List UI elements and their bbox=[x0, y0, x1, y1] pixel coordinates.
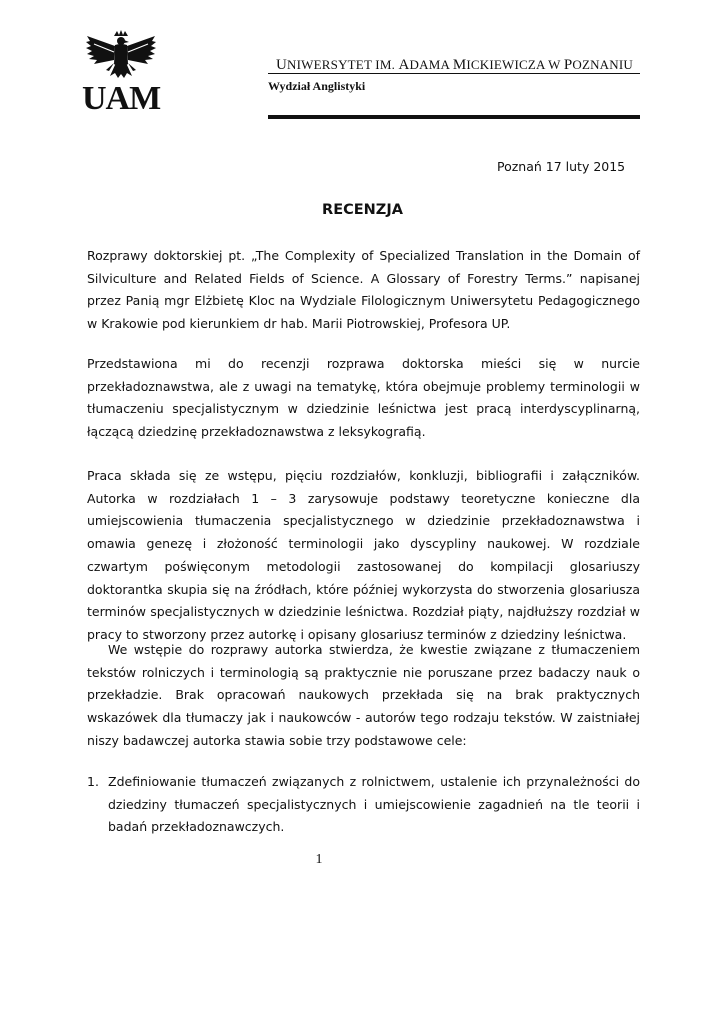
paragraph-4: We wstępie do rozprawy autorka stwierdza, że kwestie związane z tłumaczeniem tekstów rolniczych i terminologią są praktycznie nie poruszane przez badaczy nauk o przekładzie. Brak opracowań naukowych przekłada się na brak praktycznych wskazówek dla tłumaczy jak i naukowców - autorów tego rodzaju tekstów. W zaistniałej niszy badawczej autorka stawia sobie trzy podstawowe cele: bbox=[87, 642, 640, 748]
paragraph-1: Rozprawy doktorskiej pt. „The Complexity of Specialized Translation in the Domain of Silviculture and Related Fields of Science. A Glossary of Forestry Terms.” napisanej przez Panią mgr Elżbietę Kloc na Wydziale Filologicznym Uniwersytetu Pedagogicznego w Krakowie pod kierunkiem dr hab. Marii Piotrowskiej, Profesora UP. bbox=[87, 248, 640, 332]
list-item-number: 1. bbox=[87, 774, 99, 789]
header-thin-rule bbox=[268, 73, 640, 74]
header-thick-rule bbox=[268, 115, 640, 119]
faculty-name: Wydział Anglistyki bbox=[268, 79, 366, 93]
page-number: 1 bbox=[315, 852, 323, 867]
paragraph-2: Przedstawiona mi do recenzji rozprawa doktorska mieści się w nurcie przekładoznawstwa, ale z uwagi na tematykę, która obejmuje problemy terminologii w tłumaczeniu specjalistycznym w dziedzinie leśnictwa jest pracą interdyscyplinarną, łączącą dziedzinę przekładoznawstwa z leksykografią. bbox=[87, 356, 640, 440]
paragraph-3: Praca składa się ze wstępu, pięciu rozdziałów, konkluzji, bibliografii i załączników. Autorka w rozdziałach 1 – 3 zarysowuje podstawy teoretyczne konieczne dla umiejscowienia tłumaczenia specjalistycznego w dziedzinie przekładoznawstwa i omawia genezę i złożoność terminologii jako dyscypliny naukowej. W rozdziale czwartym poświęconym metodologii zastosowanej do kompilacji glosariuszy doktorantka skupia się na źródłach, które później wykorzysta do stworzenia glosariusza terminów specjalistycznych w dziedzinie leśnictwa. Rozdział piąty, najdłuższy rozdział w pracy to stworzony przez autorkę i opisany glosariusz terminów z dziedziny leśnictwa. bbox=[87, 468, 640, 642]
university-name: UNIWERSYTET IM. ADAMA MICKIEWICZA W POZNANIU bbox=[276, 57, 633, 73]
document-title: RECENZJA bbox=[322, 202, 403, 218]
list-item bbox=[87, 771, 640, 839]
document-date: Poznań 17 luty 2015 bbox=[497, 159, 626, 174]
goals-list bbox=[87, 771, 640, 839]
uam-logo bbox=[82, 30, 161, 122]
list-item-text: Zdefiniowanie tłumaczeń związanych z rolnictwem, ustalenie ich przynależności do dziedziny tłumaczeń specjalistycznych i umiejscowienie zagadnień na tle teorii i badań przekładoznawczych. bbox=[108, 774, 640, 835]
logo-text: UAM bbox=[82, 80, 161, 117]
